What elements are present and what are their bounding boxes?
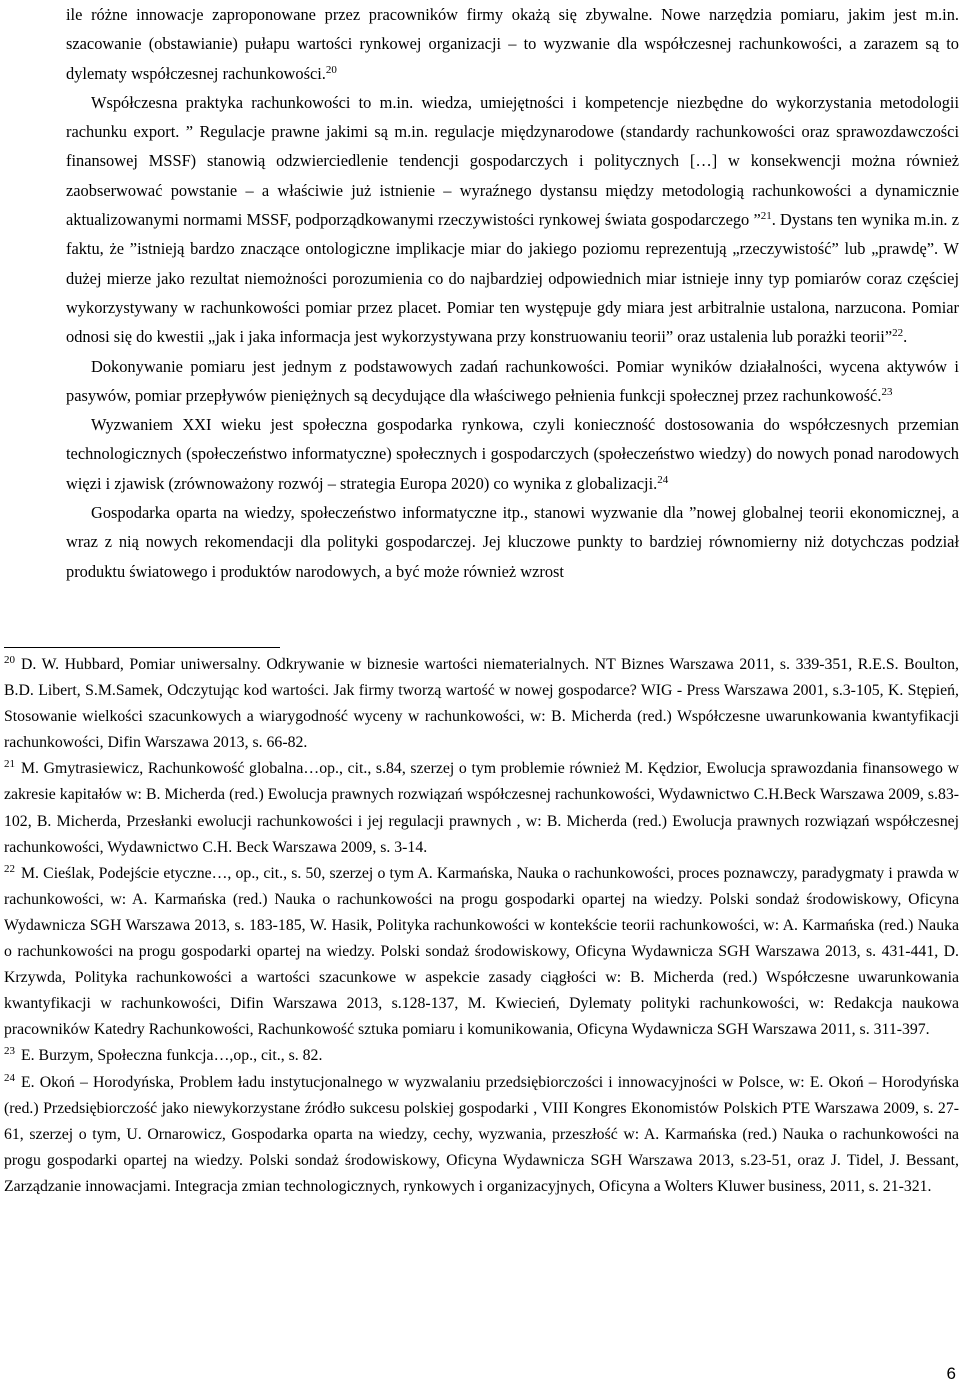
- footnote-ref-20: 20: [325, 63, 337, 76]
- footnote-24: [4, 1070, 959, 1200]
- paragraph-2-text: Współczesna praktyka rachunkowości to m.in. wiedza, umiejętności i kompetencje niezbędne do wykorzystania metodologii rachunku export. ” Regulacje prawne jakimi są m.in. regulacje międzynarodowe (standardy rachunkowości oraz sprawozdawczości finansowej MSSF) stanowią odzwierciedlenie tendencji gospodarczych i politycznych […] w konsekwencji można również zaobserwować powstanie – a właściwie już istnienie – wyraźnego dystansu między metodologią rachunkowości a dynamicznie aktualizowanymi normami MSSF, podporządkowanymi rzeczywistości rynkowej świata gospodarczego ”: [66, 92, 959, 230]
- footnote-separator: [4, 647, 280, 648]
- footnote-20: [4, 652, 959, 756]
- footnote-number: 20: [4, 654, 15, 666]
- paragraph-4-text: Wyzwaniem XXI wieku jest społeczna gospodarka rynkowa, czyli konieczność dostosowania do współczesnych przemian technologicznych (społeczeństwo informatyczne) społecznych i gospodarczych (społeczeństwo wiedzy) do nowych ponad narodowych więzi i zjawisk (zrównoważony rozwój – strategia Europa 2020) co wynika z globalizacji.: [66, 415, 959, 493]
- footnotes: [4, 652, 959, 1200]
- main-text: [66, 0, 959, 586]
- footnote-ref-23: 23: [881, 385, 893, 398]
- paragraph-2: [66, 88, 959, 352]
- paragraph-3: [66, 352, 959, 411]
- footnote-text: E. Burzym, Społeczna funkcja…,op., cit., s. 82.: [21, 1047, 323, 1065]
- footnote-number: 24: [4, 1071, 15, 1084]
- footnote-number: 22: [4, 862, 15, 875]
- footnote-text: M. Cieślak, Podejście etyczne…, op., cit., s. 50, szerzej o tym A. Karmańska, Nauka o rachunkowości, proces poznawczy, paradygmaty i prawda w rachunkowości, w: A. Karmańska (red.) Nauka o rachunkowości na progu gospodarki opartej na wiedzy. Polski sondaż środowiskowy, Oficyna Wydawnicza SGH Warszawa 2013, s. 183-185, W. Hasik, Polityka rachunkowości w kontekście teorii rachunkowości, w: A. Karmańska (red.) Nauka o rachunkowości na progu gospodarki opartej na wiedzy. Polski sondaż środowiskowy, Oficyna Wydawnicza SGH Warszawa 2013, s. 431-441, D. Krzywda, Polityka rachunkowości a wartości szacunkowe w aspekcie zasady ciągłości w: B. Micherda (red.) Współczesne uwarunkowania kwantyfikacji w rachunkowości, Difin Warszawa 2013, s.128-137, M. Kwiecień, Dylematy polityki rachunkowości, w: Redakcja naukowa pracowników Katedry Rachunkowości, Rachunkowość sztuka pomiaru i komunikowania, Oficyna Wydawnicza SGH Warszawa 2011, s. 311-397.: [4, 864, 959, 1039]
- footnote-ref-21: 21: [760, 210, 772, 223]
- paragraph-2-end: .: [903, 327, 908, 347]
- paragraph-1: [66, 0, 959, 88]
- footnote-text: E. Okoń – Horodyńska, Problem ładu instytucjonalnego w wyzwalaniu przedsiębiorczości i innowacyjności w Polsce, w: E. Okoń – Horodyńska (red.) Przedsiębiorczość jako niewykorzystane źródło sukcesu polskiej gospodarki , VIII Kongres Ekonomistów Polskich PTE Warszawa 2009, s. 27-61, szerzej o tym, U. Ornarowicz, Gospodarka oparta na wiedzy, cechy, wyzwania, przeszłość w: A. Karmańska (red.) Nauka o rachunkowości na progu gospodarki opartej na wiedzy. Polski sondaż środowiskowy, Oficyna Wydawnicza SGH Warszawa 2013, s.23-51, oraz J. Tidel, J. Bessant, Zarządzanie innowacjami. Integracja zmian technologicznych, rynkowych i organizacyjnych, Oficyna a Wolters Kluwer business, 2011, s. 21-321.: [4, 1073, 959, 1195]
- footnote-23: [4, 1043, 959, 1069]
- footnote-ref-24: 24: [657, 473, 669, 486]
- footnote-ref-22: 22: [892, 327, 904, 340]
- footnote-22: [4, 861, 959, 1044]
- paragraph-3-text: Dokonywanie pomiaru jest jednym z podstawowych zadań rachunkowości. Pomiar wyników działalności, wycena aktywów i pasywów, pomiar przepływów pieniężnych są decydujące dla właściwego pełnienia funkcji społecznej przez rachunkowość.: [66, 356, 959, 405]
- paragraph-4: [66, 410, 959, 498]
- paragraph-5: [66, 498, 959, 586]
- footnote-number: 21: [4, 758, 15, 771]
- footnote-text: M. Gmytrasiewicz, Rachunkowość globalna…op., cit., s.84, szerzej o tym problemie również M. Kędzior, Ewolucja sprawozdania finansowego w zakresie kapitałów w: B. Micherda (red.) Ewolucja prawnych rozwiązań współczesnej rachunkowości, Wydawnictwo C.H.Beck Warszawa 2009, s.83-102, B. Micherda, Przesłanki ewolucji rachunkowości i jej regulacji prawnych , w: B. Micherda (red.) Ewolucja prawnych rozwiązań współczesnej rachunkowości, Wydawnictwo C.H. Beck Warszawa 2009, s. 3-14.: [4, 760, 959, 856]
- page-number: 6: [946, 1364, 956, 1383]
- paragraph-1-text: ile różne innowacje zaproponowane przez pracowników firmy okażą się zbywalne. Nowe narzędzia pomiaru, jakim jest m.in. szacowanie (obstawianie) pułapu wartości rynkowej organizacji – to wyzwanie dla współczesnej rachunkowości, a zarazem są to dylematy współczesnej rachunkowości.: [66, 5, 959, 83]
- footnote-text: D. W. Hubbard, Pomiar uniwersalny. Odkrywanie w biznesie wartości niematerialnych. NT Biznes Warszawa 2011, s. 339-351, R.E.S. Boulton, B.D. Libert, S.M.Samek, Odczytując kod wartości. Jak firmy tworzą wartość w nowej gospodarce? WIG - Press Warszawa 2001, s.3-105, K. Stępień, Stosowanie wielkości szacunkowych a wiarygodność wyceny w rachunkowości, w: B. Micherda (red.) Współczesne uwarunkowania kwantyfikacji rachunkowości, Difin Warszawa 2013, s. 66-82.: [4, 656, 959, 752]
- footnote-21: [4, 756, 959, 860]
- footnote-number: 23: [4, 1045, 15, 1058]
- paragraph-5-text: Gospodarka oparta na wiedzy, społeczeństwo informatyczne itp., stanowi wyzwanie dla ”nowej globalnej teorii ekonomicznej, a wraz z nią nowych rekomendacji dla polityki gospodarczej. Jej kluczowe punkty to bardziej równomierny niż dotychczas podział produktu światowego i produktów narodowych, a być może również wzrost: [66, 503, 959, 581]
- paragraph-2-text-cont: . Dystans ten wynika m.in. z faktu, że ”istnieją bardzo znaczące ontologiczne implikacje miar do jakiego poziomu reprezentują „rzeczywistość” lub „prawdę”. W dużej mierze jako rezultat niemożności porozumienia co do najbardziej odpowiednich miar istnieje inny typ pomiarów coraz częściej wykorzystywany w rachunkowości pomiar przez placet. Pomiar ten występuje gdy miara jest arbitralnie ustalona, narzucona. Pomiar odnosi się do kwestii „jak i jaka informacja jest wykorzystywana przy konstruowaniu teorii” oraz ustalenia lub porażki teorii”: [66, 210, 959, 347]
